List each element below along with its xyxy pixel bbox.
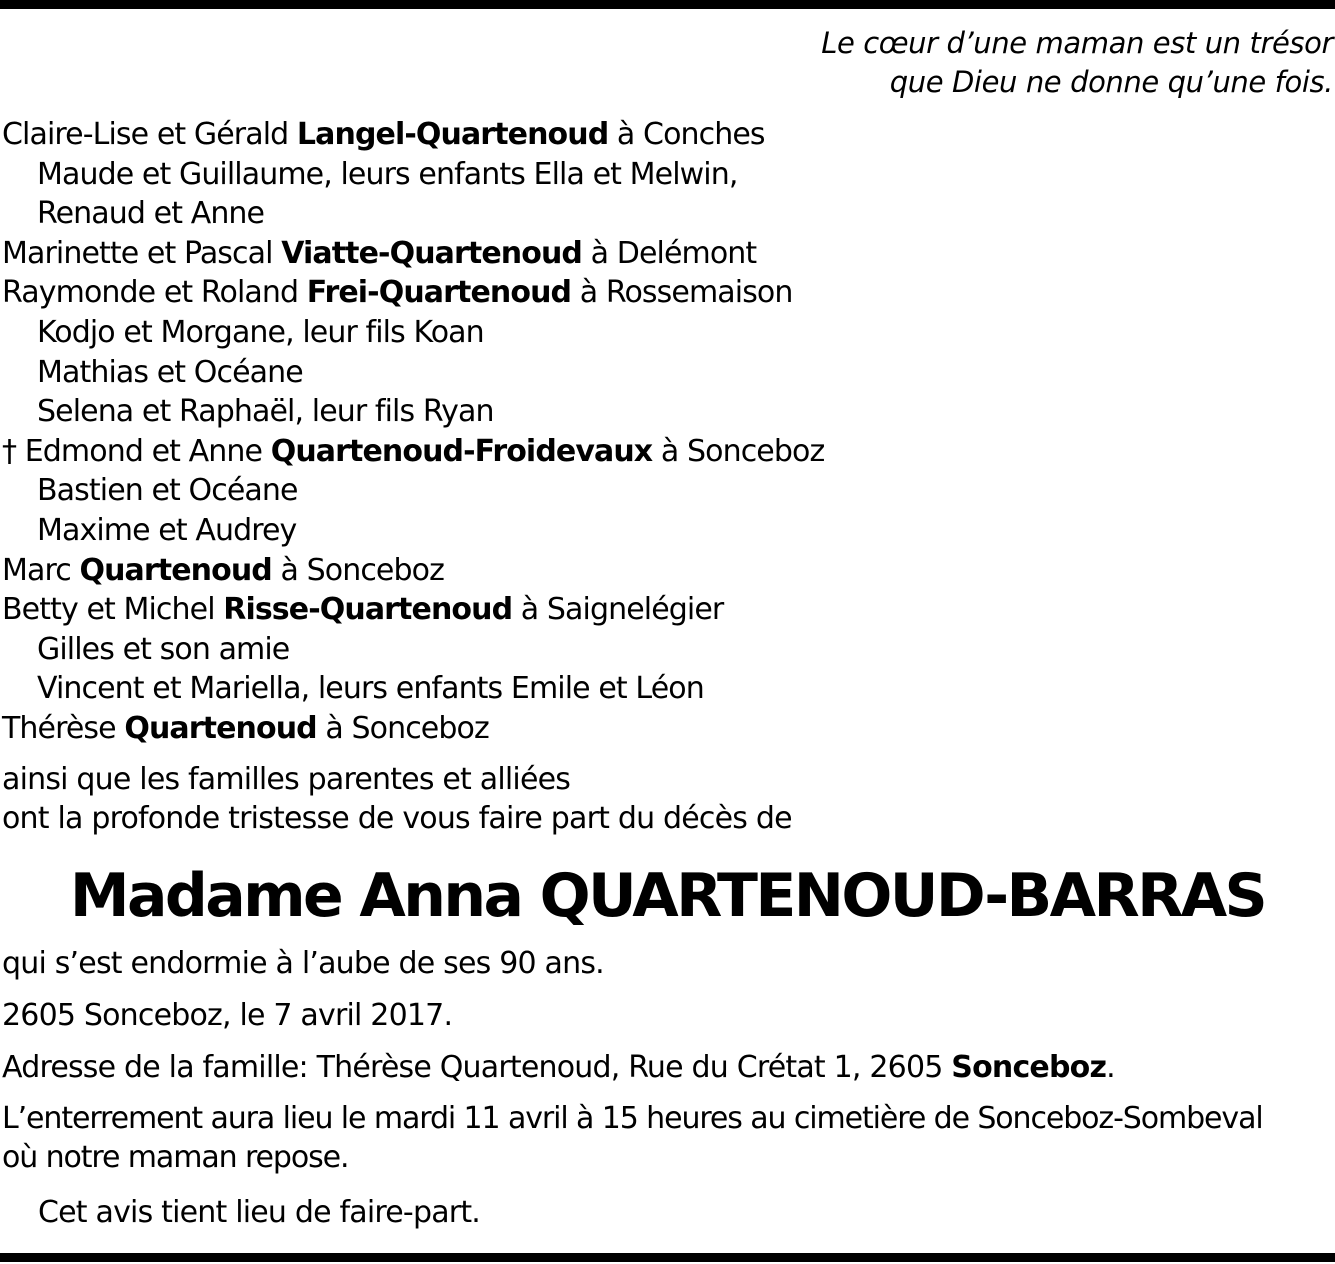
address-period: . <box>1106 1050 1115 1085</box>
family-given-names: † Edmond et Anne <box>2 433 271 469</box>
family-surname: Quartenoud <box>124 710 317 746</box>
family-given-names: Betty et Michel <box>2 592 224 628</box>
family-location: à Conches <box>608 117 765 152</box>
family-surname: Risse-Quartenoud <box>223 592 513 628</box>
family-subline: Renaud et Anne <box>37 196 265 232</box>
epigraph-quote <box>821 24 1333 102</box>
family-location: à Sonceboz <box>652 433 825 469</box>
top-border-rule <box>0 0 1335 9</box>
closing-note: Cet avis tient lieu de faire-part. <box>38 1195 481 1230</box>
address-town: Sonceboz <box>951 1050 1107 1085</box>
intro-line-1: ainsi que les familles parentes et alliées <box>2 762 571 797</box>
family-subline: Mathias et Océane <box>37 354 303 390</box>
family-location: à Sonceboz <box>271 552 444 588</box>
intro-line-2: ont la profonde tristesse de vous faire part du décès de <box>2 801 792 836</box>
quote-line-2: que Dieu ne donne qu’une fois. <box>889 65 1333 99</box>
family-subline: Selena et Raphaël, leur fils Ryan <box>37 394 494 430</box>
place-and-date: 2605 Sonceboz, le 7 avril 2017. <box>2 998 453 1033</box>
family-line <box>2 115 824 155</box>
family-given-names: Marc <box>2 552 80 588</box>
family-given-names: Marinette et Pascal <box>2 235 282 271</box>
family-line <box>2 590 824 630</box>
family-location: à Sonceboz <box>316 710 489 746</box>
bottom-border-rule <box>0 1253 1335 1262</box>
family-surname: Frei-Quartenoud <box>306 275 572 311</box>
family-subline: Gilles et son amie <box>37 631 290 667</box>
family-location: à Saignelégier <box>512 592 724 628</box>
family-location: à Rossemaison <box>571 275 793 311</box>
family-list <box>2 115 824 749</box>
family-given-names: Raymonde et Roland <box>2 275 307 311</box>
family-surname: Langel-Quartenoud <box>296 117 609 152</box>
age-statement: qui s’est endormie à l’aube de ses 90 ans. <box>2 946 604 981</box>
family-surname: Quartenoud-Froidevaux <box>270 433 653 469</box>
family-given-names: Thérèse <box>2 710 125 746</box>
deceased-name-heading: Madame Anna QUARTENOUD-BARRAS <box>69 861 1266 931</box>
family-subline: Vincent et Mariella, leurs enfants Emile et Léon <box>37 671 704 707</box>
family-subline: Maude et Guillaume, leurs enfants Ella et Melwin, <box>37 156 738 192</box>
family-subline: Kodjo et Morgane, leur fils Koan <box>37 314 484 350</box>
family-line <box>2 709 824 749</box>
family-subline: Bastien et Océane <box>37 473 298 509</box>
family-surname: Quartenoud <box>79 552 272 588</box>
family-line <box>2 273 824 313</box>
family-given-names: Claire-Lise et Gérald <box>2 117 297 152</box>
address-text: Adresse de la famille: Thérèse Quartenoud, Rue du Crétat 1, 2605 <box>2 1050 952 1085</box>
family-subline: Maxime et Audrey <box>37 512 297 548</box>
burial-line-2: où notre maman repose. <box>2 1140 349 1175</box>
burial-notice <box>2 1099 1263 1177</box>
family-address <box>2 1048 1115 1087</box>
family-location: à Delémont <box>582 235 757 271</box>
family-line <box>2 432 824 472</box>
family-line <box>2 234 824 274</box>
family-surname: Viatte-Quartenoud <box>281 235 582 271</box>
announcement-intro <box>2 760 792 838</box>
burial-line-1: L’enterrement aura lieu le mardi 11 avril à 15 heures au cimetière de Sonceboz-Sombeval <box>2 1101 1263 1136</box>
family-line <box>2 551 824 591</box>
quote-line-1: Le cœur d’une maman est un trésor <box>821 26 1333 60</box>
